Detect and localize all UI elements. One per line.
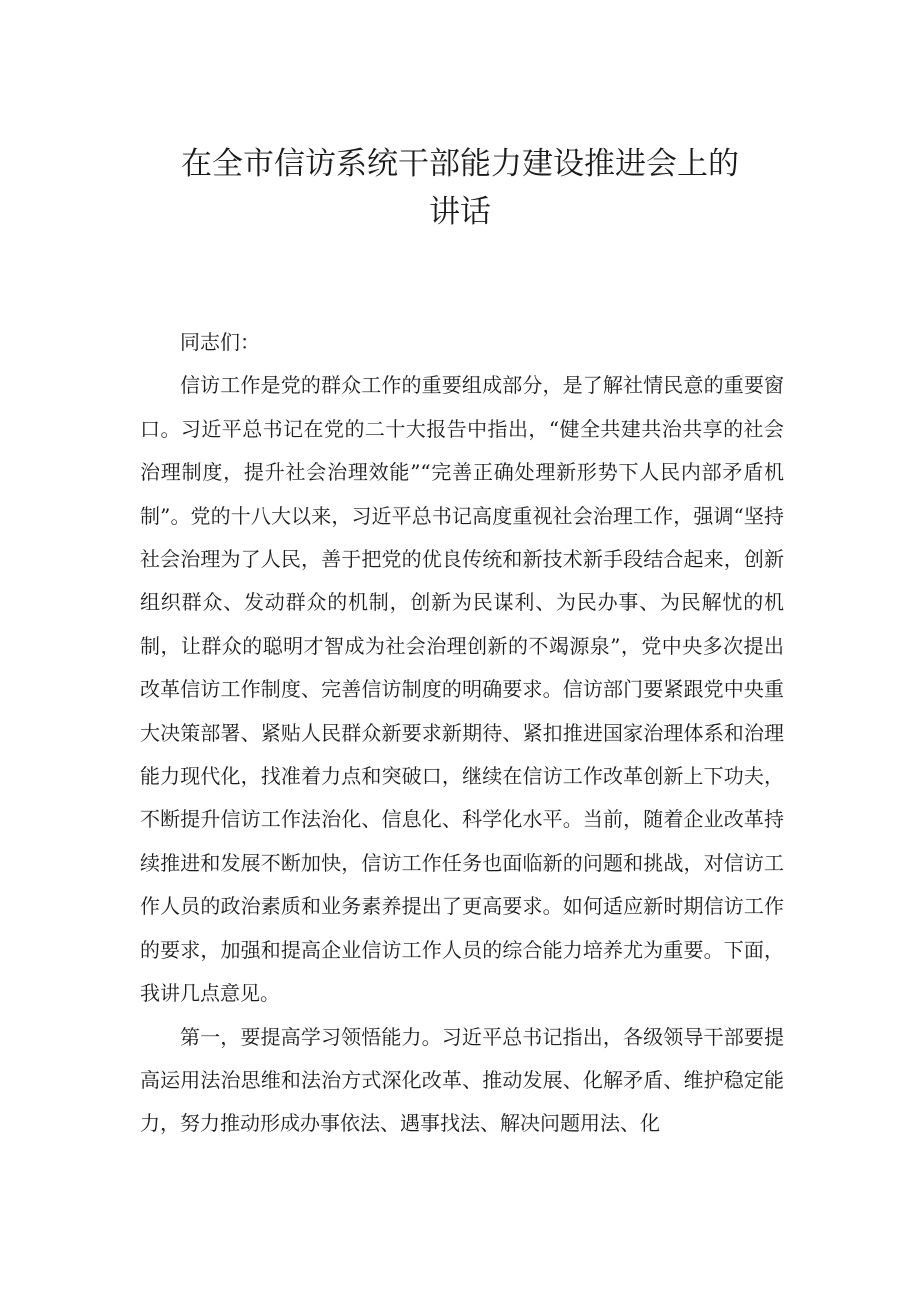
salutation: 同志们： [180,330,260,354]
document-title-line-2: 讲话 [429,194,491,230]
paragraph-intro: 信访工作是党的群众工作的重要组成部分，是了解社情民意的重要窗口。习近平总书记在党的二十大报告中指出，“健全共建共治共享的社会治理制度，提升社会治理效能”“完善正确处理新形势下人民内部矛盾机制”。党的十八大以来，习近平总书记高度重视社会治理工作，强调“坚持社会治理为了人民，善于把党的优良传统和新技术新手段结合起来，创新组织群众、发动群众的机制，创新为民谋利、为民办事、为民解忧的机制，让群众的聪明才智成为社会治理创新的不竭源泉”，党中央多次提出改革信访工作制度、完善信访制度的明确要求。信访部门要紧跟党中央重大决策部署、紧贴人民群众新要求新期待、紧扣推进国家治理体系和治理能力现代化，找准着力点和突破口，继续在信访工作改革创新上下功夫，不断提升信访工作法治化、信息化、科学化水平。当前，随着企业改革持续推进和发展不断加快，信访工作任务也面临新的问题和挑战，对信访工作人员的政治素质和业务素养提出了更高要求。如何适应新时期信访工作的要求，加强和提高企业信访工作人员的综合能力培养尤为重要。下面，我讲几点意见。 [140,373,784,1006]
document-title-line-1: 在全市信访系统干部能力建设推进会上的 [181,146,739,182]
paragraph-first-point: 第一，要提高学习领悟能力。习近平总书记指出，各级领导干部要提高运用法治思维和法治方式深化改革、推动发展、化解矛盾、维护稳定能力，努力推动形成办事依法、遇事找法、解决问题用法、化 [140,1024,784,1136]
document-body [140,321,784,1146]
